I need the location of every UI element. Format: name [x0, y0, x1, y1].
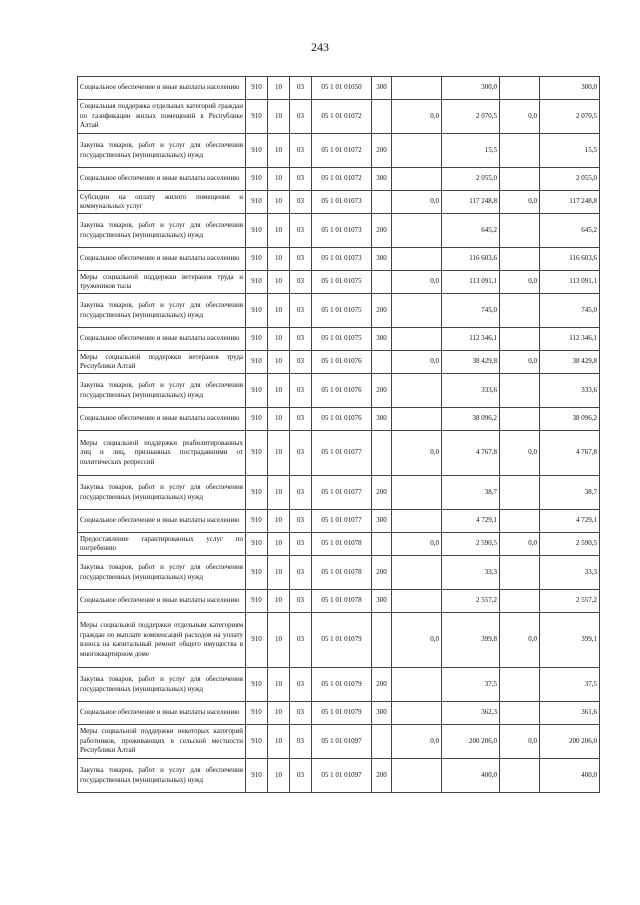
subsection-code: 03 [290, 77, 312, 100]
target-article-code: 05 1 01 01076 [312, 374, 372, 408]
amount-col-1 [392, 510, 442, 533]
subsection-code: 03 [290, 533, 312, 556]
expense-type-code: 300 [372, 702, 392, 725]
amount-col-1 [392, 668, 442, 702]
target-article-code: 05 1 01 01078 [312, 533, 372, 556]
target-article-code: 05 1 01 01050 [312, 77, 372, 100]
expense-type-code [372, 613, 392, 668]
table-row [78, 100, 600, 134]
amount-col-1: 0,0 [392, 431, 442, 476]
amount-col-3: 0,0 [500, 191, 540, 214]
subsection-code: 03 [290, 191, 312, 214]
section-code: 10 [268, 134, 290, 168]
subsection-code: 03 [290, 759, 312, 793]
amount-col-1 [392, 759, 442, 793]
amount-col-1: 0,0 [392, 725, 442, 759]
section-code: 10 [268, 351, 290, 374]
amount-col-1 [392, 77, 442, 100]
expense-type-code: 200 [372, 214, 392, 248]
subsection-code: 03 [290, 613, 312, 668]
amount-col-4: 38 096,2 [540, 408, 600, 431]
expense-type-code: 200 [372, 668, 392, 702]
amount-col-1: 0,0 [392, 191, 442, 214]
expense-type-code: 200 [372, 374, 392, 408]
target-article-code: 05 1 01 01075 [312, 271, 372, 294]
amount-col-2: 116 603,6 [442, 248, 500, 271]
row-name: Меры социальной поддержки реабилитированных лиц и лиц, признанных пострадавшими от политических репрессий [78, 431, 246, 476]
subsection-code: 03 [290, 271, 312, 294]
table-body [78, 77, 600, 793]
subsection-code: 03 [290, 214, 312, 248]
amount-col-4: 645,2 [540, 214, 600, 248]
section-code: 10 [268, 533, 290, 556]
amount-col-1 [392, 294, 442, 328]
expense-type-code: 300 [372, 510, 392, 533]
target-article-code: 05 1 01 01077 [312, 431, 372, 476]
amount-col-3 [500, 77, 540, 100]
amount-col-4: 117 248,8 [540, 191, 600, 214]
table-row [78, 431, 600, 476]
table-row [78, 328, 600, 351]
grbs-code: 910 [246, 668, 268, 702]
amount-col-3 [500, 510, 540, 533]
amount-col-1 [392, 134, 442, 168]
grbs-code: 910 [246, 271, 268, 294]
amount-col-2: 117 248,8 [442, 191, 500, 214]
row-name: Меры социальной поддержки некоторых категорий работников, проживающих в сельской местности Республики Алтай [78, 725, 246, 759]
row-name: Социальное обеспечение и иные выплаты населению [78, 510, 246, 533]
amount-col-2: 2 557,2 [442, 590, 500, 613]
section-code: 10 [268, 271, 290, 294]
amount-col-2: 745,0 [442, 294, 500, 328]
grbs-code: 910 [246, 476, 268, 510]
amount-col-4: 4 729,1 [540, 510, 600, 533]
amount-col-1 [392, 408, 442, 431]
amount-col-1 [392, 214, 442, 248]
grbs-code: 910 [246, 134, 268, 168]
expense-type-code: 200 [372, 134, 392, 168]
section-code: 10 [268, 431, 290, 476]
amount-col-3 [500, 134, 540, 168]
row-name: Закупка товаров, работ и услуг для обеспечения государственных (муниципальных) нужд [78, 668, 246, 702]
amount-col-1: 0,0 [392, 271, 442, 294]
grbs-code: 910 [246, 100, 268, 134]
target-article-code: 05 1 01 01078 [312, 556, 372, 590]
page-number: 243 [311, 40, 329, 54]
target-article-code: 05 1 01 01073 [312, 191, 372, 214]
amount-col-4: 361,6 [540, 702, 600, 725]
amount-col-1: 0,0 [392, 533, 442, 556]
amount-col-1 [392, 702, 442, 725]
target-article-code: 05 1 01 01079 [312, 668, 372, 702]
section-code: 10 [268, 374, 290, 408]
section-code: 10 [268, 248, 290, 271]
expense-type-code: 300 [372, 77, 392, 100]
expense-type-code: 300 [372, 248, 392, 271]
expense-type-code [372, 351, 392, 374]
expense-type-code: 300 [372, 408, 392, 431]
target-article-code: 05 1 01 01075 [312, 294, 372, 328]
amount-col-3 [500, 328, 540, 351]
amount-col-2: 38 429,8 [442, 351, 500, 374]
target-article-code: 05 1 01 01078 [312, 590, 372, 613]
amount-col-3 [500, 556, 540, 590]
section-code: 10 [268, 294, 290, 328]
amount-col-2: 15,5 [442, 134, 500, 168]
amount-col-2: 400,0 [442, 759, 500, 793]
subsection-code: 03 [290, 556, 312, 590]
amount-col-3 [500, 374, 540, 408]
row-name: Субсидии на оплату жилого помещения и коммунальных услуг [78, 191, 246, 214]
subsection-code: 03 [290, 668, 312, 702]
target-article-code: 05 1 01 01073 [312, 214, 372, 248]
amount-col-4: 300,0 [540, 77, 600, 100]
section-code: 10 [268, 590, 290, 613]
table-row [78, 556, 600, 590]
amount-col-3 [500, 759, 540, 793]
expense-type-code [372, 431, 392, 476]
amount-col-1 [392, 248, 442, 271]
amount-col-2: 4 767,8 [442, 431, 500, 476]
amount-col-3: 0,0 [500, 431, 540, 476]
grbs-code: 910 [246, 702, 268, 725]
table-row [78, 613, 600, 668]
section-code: 10 [268, 510, 290, 533]
amount-col-4: 112 346,1 [540, 328, 600, 351]
amount-col-1: 0,0 [392, 613, 442, 668]
section-code: 10 [268, 77, 290, 100]
amount-col-1: 0,0 [392, 351, 442, 374]
grbs-code: 910 [246, 556, 268, 590]
target-article-code: 05 1 01 01097 [312, 725, 372, 759]
subsection-code: 03 [290, 248, 312, 271]
amount-col-3 [500, 668, 540, 702]
row-name: Социальная поддержка отдельных категорий граждан по газификации жилых помещений в Республике Алтай [78, 100, 246, 134]
table-row [78, 702, 600, 725]
amount-col-4: 333,6 [540, 374, 600, 408]
section-code: 10 [268, 556, 290, 590]
amount-col-1 [392, 168, 442, 191]
subsection-code: 03 [290, 476, 312, 510]
amount-col-1 [392, 476, 442, 510]
expense-type-code: 300 [372, 328, 392, 351]
table-row [78, 77, 600, 100]
row-name: Меры социальной поддержки отдельным категориям граждан по выплате компенсаций расходов на уплату взноса на капитальный ремонт общего имущества в многоквартирном доме [78, 613, 246, 668]
amount-col-2: 33,3 [442, 556, 500, 590]
amount-col-4: 4 767,8 [540, 431, 600, 476]
target-article-code: 05 1 01 01076 [312, 351, 372, 374]
amount-col-3 [500, 590, 540, 613]
target-article-code: 05 1 01 01077 [312, 476, 372, 510]
grbs-code: 910 [246, 374, 268, 408]
amount-col-2: 113 091,1 [442, 271, 500, 294]
table-row [78, 374, 600, 408]
row-name: Социальное обеспечение и иные выплаты населению [78, 328, 246, 351]
amount-col-1 [392, 556, 442, 590]
table-row [78, 668, 600, 702]
row-name: Меры социальной поддержки ветеранов труда и тружеников тыла [78, 271, 246, 294]
target-article-code: 05 1 01 01079 [312, 613, 372, 668]
amount-col-2: 2 070,5 [442, 100, 500, 134]
subsection-code: 03 [290, 725, 312, 759]
row-name: Социальное обеспечение и иные выплаты населению [78, 168, 246, 191]
amount-col-2: 2 590,5 [442, 533, 500, 556]
amount-col-3: 0,0 [500, 725, 540, 759]
expense-type-code: 300 [372, 168, 392, 191]
subsection-code: 03 [290, 408, 312, 431]
table-row [78, 214, 600, 248]
row-name: Социальное обеспечение и иные выплаты населению [78, 248, 246, 271]
subsection-code: 03 [290, 294, 312, 328]
amount-col-3: 0,0 [500, 351, 540, 374]
amount-col-2: 2 055,0 [442, 168, 500, 191]
amount-col-2: 645,2 [442, 214, 500, 248]
subsection-code: 03 [290, 100, 312, 134]
row-name: Закупка товаров, работ и услуг для обеспечения государственных (муниципальных) нужд [78, 134, 246, 168]
amount-col-4: 400,0 [540, 759, 600, 793]
amount-col-3 [500, 168, 540, 191]
expense-type-code [372, 100, 392, 134]
amount-col-1 [392, 374, 442, 408]
amount-col-2: 112 346,1 [442, 328, 500, 351]
grbs-code: 910 [246, 510, 268, 533]
table-row [78, 294, 600, 328]
target-article-code: 05 1 01 01075 [312, 328, 372, 351]
amount-col-3: 0,0 [500, 271, 540, 294]
table-row [78, 725, 600, 759]
amount-col-1: 0,0 [392, 100, 442, 134]
expense-type-code: 200 [372, 476, 392, 510]
section-code: 10 [268, 668, 290, 702]
expense-type-code: 200 [372, 759, 392, 793]
row-name: Социальное обеспечение и иные выплаты населению [78, 590, 246, 613]
amount-col-3 [500, 476, 540, 510]
grbs-code: 910 [246, 431, 268, 476]
budget-table [77, 76, 600, 793]
grbs-code: 910 [246, 533, 268, 556]
grbs-code: 910 [246, 328, 268, 351]
subsection-code: 03 [290, 374, 312, 408]
grbs-code: 910 [246, 613, 268, 668]
expense-type-code: 300 [372, 590, 392, 613]
amount-col-1 [392, 328, 442, 351]
table-row [78, 590, 600, 613]
amount-col-4: 33,3 [540, 556, 600, 590]
amount-col-2: 38,7 [442, 476, 500, 510]
amount-col-4: 2 055,0 [540, 168, 600, 191]
amount-col-4: 2 590,5 [540, 533, 600, 556]
table-row [78, 408, 600, 431]
row-name: Закупка товаров, работ и услуг для обеспечения государственных (муниципальных) нужд [78, 374, 246, 408]
target-article-code: 05 1 01 01076 [312, 408, 372, 431]
amount-col-2: 399,8 [442, 613, 500, 668]
row-name: Предоставление гарантированных услуг по погребению [78, 533, 246, 556]
table-row [78, 533, 600, 556]
amount-col-2: 37,5 [442, 668, 500, 702]
amount-col-4: 200 206,0 [540, 725, 600, 759]
amount-col-4: 38,7 [540, 476, 600, 510]
grbs-code: 910 [246, 759, 268, 793]
subsection-code: 03 [290, 431, 312, 476]
section-code: 10 [268, 408, 290, 431]
row-name: Закупка товаров, работ и услуг для обеспечения государственных (муниципальных) нужд [78, 556, 246, 590]
subsection-code: 03 [290, 168, 312, 191]
section-code: 10 [268, 328, 290, 351]
amount-col-2: 200 206,0 [442, 725, 500, 759]
expense-type-code: 200 [372, 556, 392, 590]
grbs-code: 910 [246, 590, 268, 613]
amount-col-4: 113 091,1 [540, 271, 600, 294]
amount-col-2: 4 729,1 [442, 510, 500, 533]
grbs-code: 910 [246, 248, 268, 271]
expense-type-code [372, 191, 392, 214]
amount-col-3 [500, 214, 540, 248]
grbs-code: 910 [246, 77, 268, 100]
row-name: Закупка товаров, работ и услуг для обеспечения государственных (муниципальных) нужд [78, 294, 246, 328]
amount-col-4: 2 070,5 [540, 100, 600, 134]
row-name: Меры социальной поддержки ветеранов труда Республики Алтай [78, 351, 246, 374]
grbs-code: 910 [246, 725, 268, 759]
subsection-code: 03 [290, 134, 312, 168]
amount-col-3 [500, 702, 540, 725]
row-name: Социальное обеспечение и иные выплаты населению [78, 77, 246, 100]
amount-col-2: 362,3 [442, 702, 500, 725]
amount-col-3: 0,0 [500, 100, 540, 134]
row-name: Социальное обеспечение и иные выплаты населению [78, 702, 246, 725]
subsection-code: 03 [290, 351, 312, 374]
amount-col-4: 2 557,2 [540, 590, 600, 613]
row-name: Закупка товаров, работ и услуг для обеспечения государственных (муниципальных) нужд [78, 476, 246, 510]
amount-col-3: 0,0 [500, 533, 540, 556]
amount-col-3 [500, 408, 540, 431]
row-name: Закупка товаров, работ и услуг для обеспечения государственных (муниципальных) нужд [78, 214, 246, 248]
amount-col-4: 399,1 [540, 613, 600, 668]
amount-col-1 [392, 590, 442, 613]
amount-col-4: 745,0 [540, 294, 600, 328]
subsection-code: 03 [290, 510, 312, 533]
amount-col-2: 333,6 [442, 374, 500, 408]
amount-col-3 [500, 248, 540, 271]
amount-col-2: 38 096,2 [442, 408, 500, 431]
grbs-code: 910 [246, 294, 268, 328]
amount-col-3 [500, 294, 540, 328]
table-row [78, 168, 600, 191]
expense-type-code: 200 [372, 294, 392, 328]
section-code: 10 [268, 702, 290, 725]
section-code: 10 [268, 613, 290, 668]
table-row [78, 510, 600, 533]
target-article-code: 05 1 01 01073 [312, 248, 372, 271]
row-name: Закупка товаров, работ и услуг для обеспечения государственных (муниципальных) нужд [78, 759, 246, 793]
table-row [78, 759, 600, 793]
subsection-code: 03 [290, 590, 312, 613]
amount-col-3: 0,0 [500, 613, 540, 668]
grbs-code: 910 [246, 351, 268, 374]
target-article-code: 05 1 01 01072 [312, 134, 372, 168]
expense-type-code [372, 725, 392, 759]
target-article-code: 05 1 01 01077 [312, 510, 372, 533]
subsection-code: 03 [290, 328, 312, 351]
amount-col-4: 37,5 [540, 668, 600, 702]
target-article-code: 05 1 01 01079 [312, 702, 372, 725]
amount-col-4: 38 429,8 [540, 351, 600, 374]
expense-type-code [372, 533, 392, 556]
table-row [78, 134, 600, 168]
section-code: 10 [268, 168, 290, 191]
amount-col-4: 15,5 [540, 134, 600, 168]
section-code: 10 [268, 725, 290, 759]
target-article-code: 05 1 01 01072 [312, 168, 372, 191]
table-row [78, 271, 600, 294]
section-code: 10 [268, 191, 290, 214]
section-code: 10 [268, 214, 290, 248]
grbs-code: 910 [246, 214, 268, 248]
section-code: 10 [268, 476, 290, 510]
section-code: 10 [268, 100, 290, 134]
target-article-code: 05 1 01 01097 [312, 759, 372, 793]
amount-col-4: 116 603,6 [540, 248, 600, 271]
subsection-code: 03 [290, 702, 312, 725]
amount-col-2: 300,0 [442, 77, 500, 100]
expense-type-code [372, 271, 392, 294]
table-row [78, 191, 600, 214]
section-code: 10 [268, 759, 290, 793]
target-article-code: 05 1 01 01072 [312, 100, 372, 134]
table-row [78, 351, 600, 374]
table-row [78, 248, 600, 271]
grbs-code: 910 [246, 408, 268, 431]
row-name: Социальное обеспечение и иные выплаты населению [78, 408, 246, 431]
table-row [78, 476, 600, 510]
grbs-code: 910 [246, 191, 268, 214]
grbs-code: 910 [246, 168, 268, 191]
